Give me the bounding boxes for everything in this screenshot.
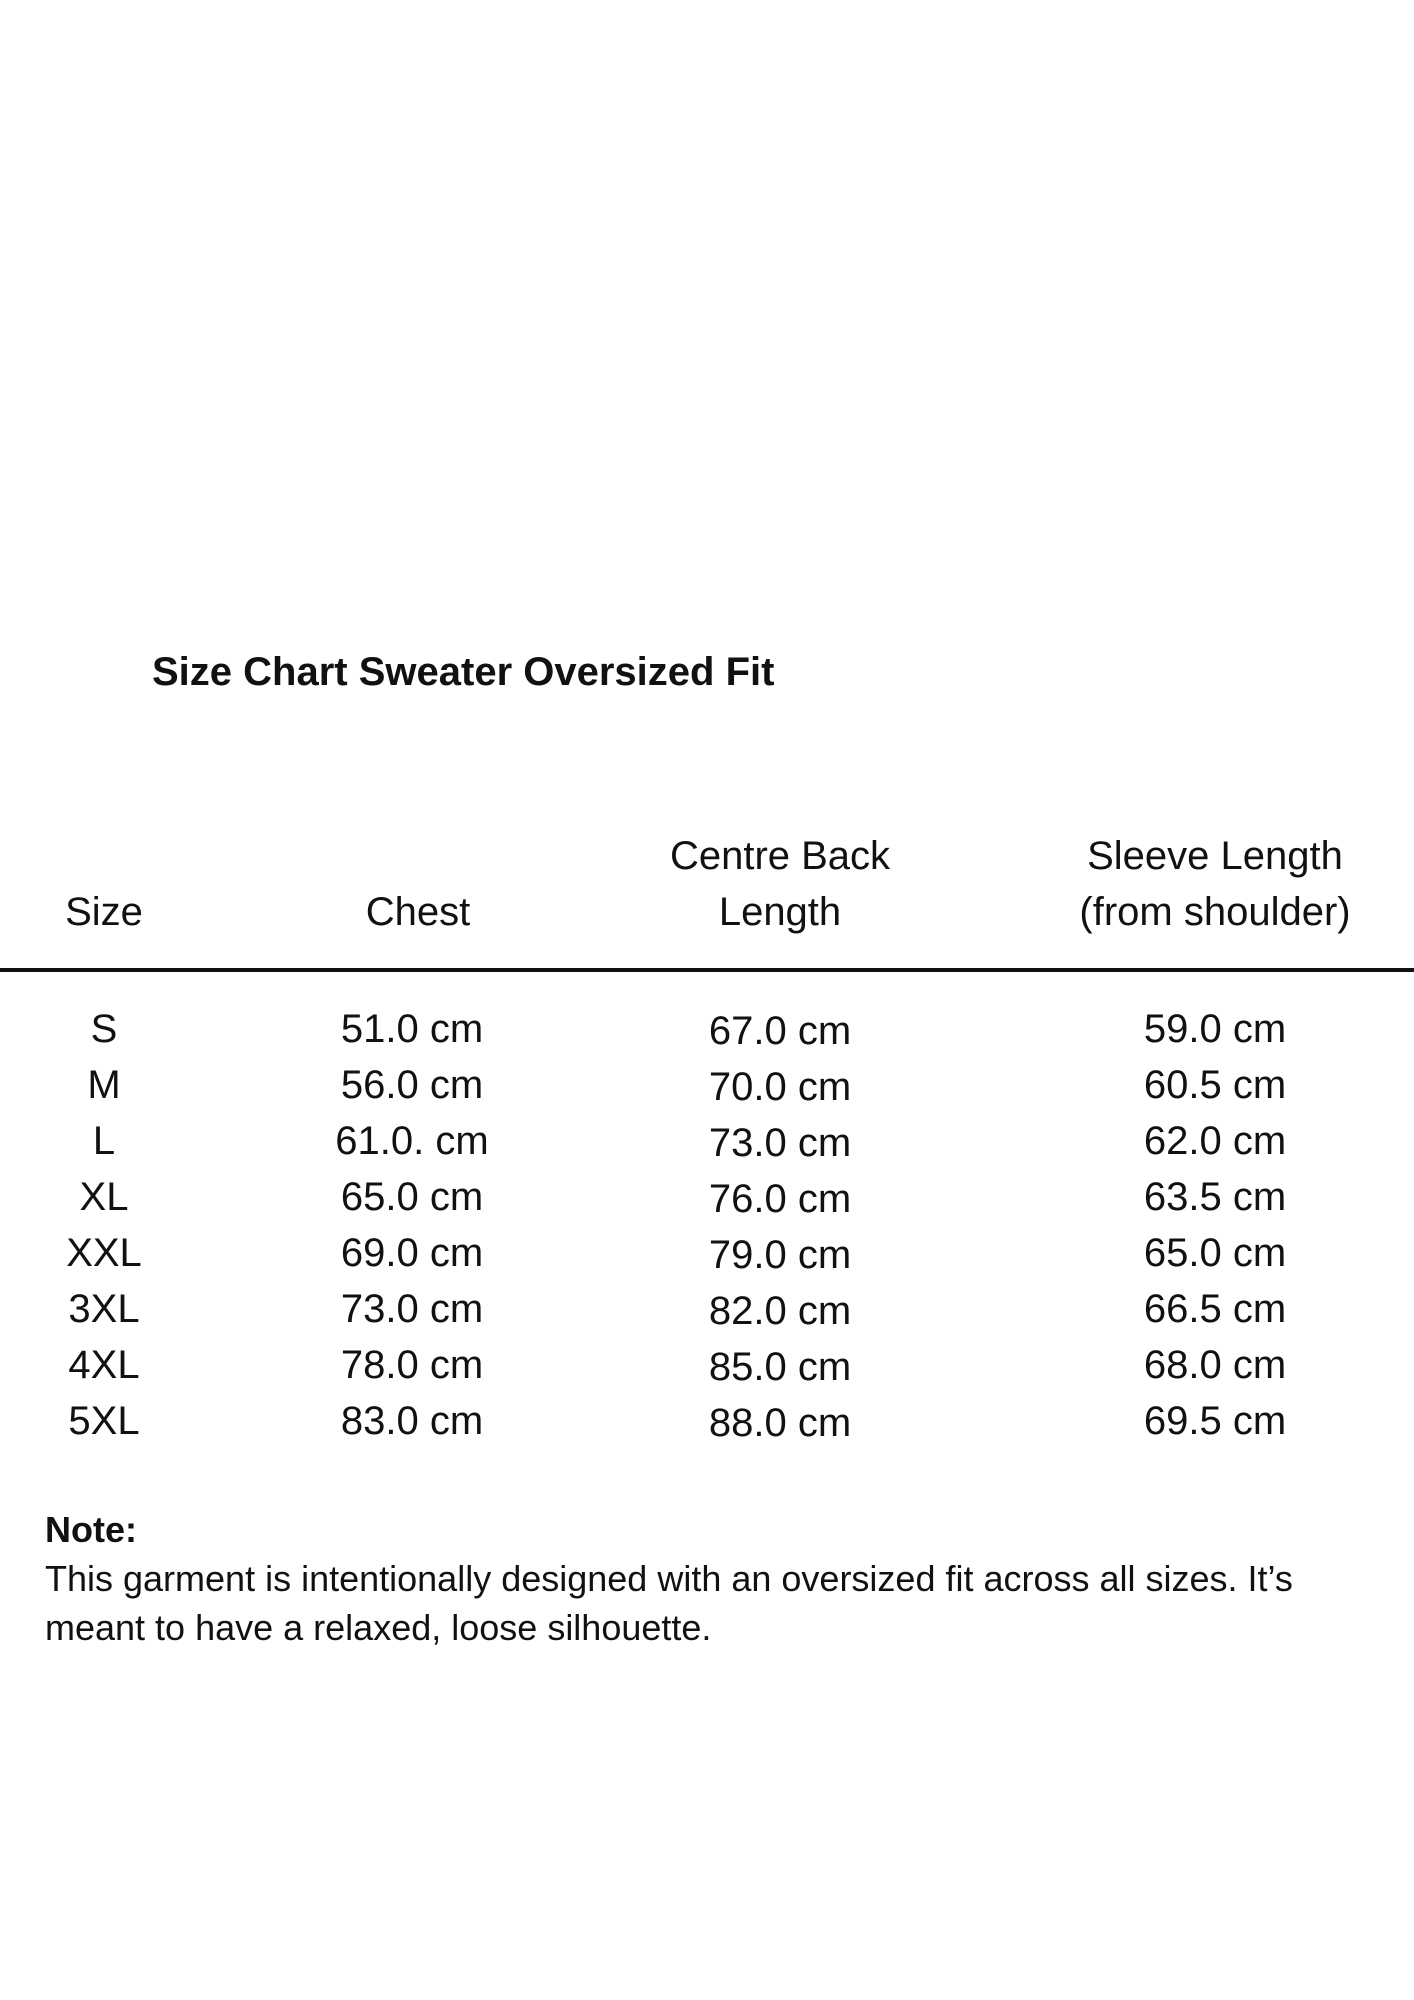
header-divider	[0, 968, 1414, 972]
cell-centre-back-length: 85.0 cm	[708, 1345, 852, 1389]
table-row	[0, 1393, 1414, 1449]
table-header	[0, 830, 1414, 940]
cell-size: XXL	[66, 1231, 142, 1275]
column-header-back-line2: Length	[718, 890, 842, 934]
column-header-chest-label: Chest	[365, 890, 471, 934]
cell-chest: 83.0 cm	[340, 1399, 484, 1443]
cell-centre-back-length: 79.0 cm	[708, 1233, 852, 1277]
table-row	[0, 1001, 1414, 1057]
cell-sleeve-length: 68.0 cm	[1143, 1343, 1287, 1387]
cell-size: XL	[79, 1175, 129, 1219]
cell-size: S	[90, 1007, 118, 1051]
cell-sleeve-length: 59.0 cm	[1143, 1007, 1287, 1051]
cell-size: M	[87, 1063, 121, 1107]
cell-chest: 61.0. cm	[335, 1119, 489, 1163]
cell-centre-back-length: 76.0 cm	[708, 1177, 852, 1221]
cell-chest: 73.0 cm	[340, 1287, 484, 1331]
note-text: This garment is intentionally designed with an oversized fit across all sizes. It’s meant to have a relaxed, loose silhouette.	[45, 1558, 1293, 1648]
note-label: Note:	[45, 1509, 137, 1550]
column-header-size	[65, 884, 143, 940]
size-table-body	[0, 1001, 1414, 1449]
cell-chest: 51.0 cm	[340, 1007, 484, 1051]
column-header-sleeve-line1: Sleeve Length	[1087, 834, 1343, 878]
cell-size: 4XL	[68, 1343, 140, 1387]
cell-size: L	[92, 1119, 116, 1163]
column-header-back-line1: Centre Back	[669, 834, 891, 878]
cell-chest: 56.0 cm	[340, 1063, 484, 1107]
table-row	[0, 1169, 1414, 1225]
fit-note	[45, 1505, 1375, 1652]
column-header-chest	[366, 884, 471, 940]
table-row	[0, 1225, 1414, 1281]
cell-centre-back-length: 67.0 cm	[708, 1009, 852, 1053]
table-row	[0, 1337, 1414, 1393]
cell-chest: 65.0 cm	[340, 1175, 484, 1219]
cell-centre-back-length: 88.0 cm	[708, 1401, 852, 1445]
table-row	[0, 1113, 1414, 1169]
cell-size: 3XL	[68, 1287, 140, 1331]
table-row	[0, 1057, 1414, 1113]
cell-chest: 69.0 cm	[340, 1231, 484, 1275]
cell-sleeve-length: 62.0 cm	[1143, 1119, 1287, 1163]
cell-sleeve-length: 60.5 cm	[1143, 1063, 1287, 1107]
page-title: Size Chart Sweater Oversized Fit	[152, 650, 775, 694]
column-header-centre-back-length	[670, 828, 890, 940]
column-header-sleeve-line2: (from shoulder)	[1079, 890, 1351, 934]
table-row	[0, 1281, 1414, 1337]
column-header-size-label: Size	[65, 890, 143, 934]
cell-centre-back-length: 73.0 cm	[708, 1121, 852, 1165]
cell-chest: 78.0 cm	[340, 1343, 484, 1387]
cell-sleeve-length: 63.5 cm	[1143, 1175, 1287, 1219]
cell-centre-back-length: 70.0 cm	[708, 1065, 852, 1109]
cell-sleeve-length: 65.0 cm	[1143, 1231, 1287, 1275]
cell-centre-back-length: 82.0 cm	[708, 1289, 852, 1333]
column-header-sleeve-length	[1079, 828, 1350, 940]
cell-sleeve-length: 66.5 cm	[1143, 1287, 1287, 1331]
cell-size: 5XL	[68, 1399, 140, 1443]
cell-sleeve-length: 69.5 cm	[1143, 1399, 1287, 1443]
